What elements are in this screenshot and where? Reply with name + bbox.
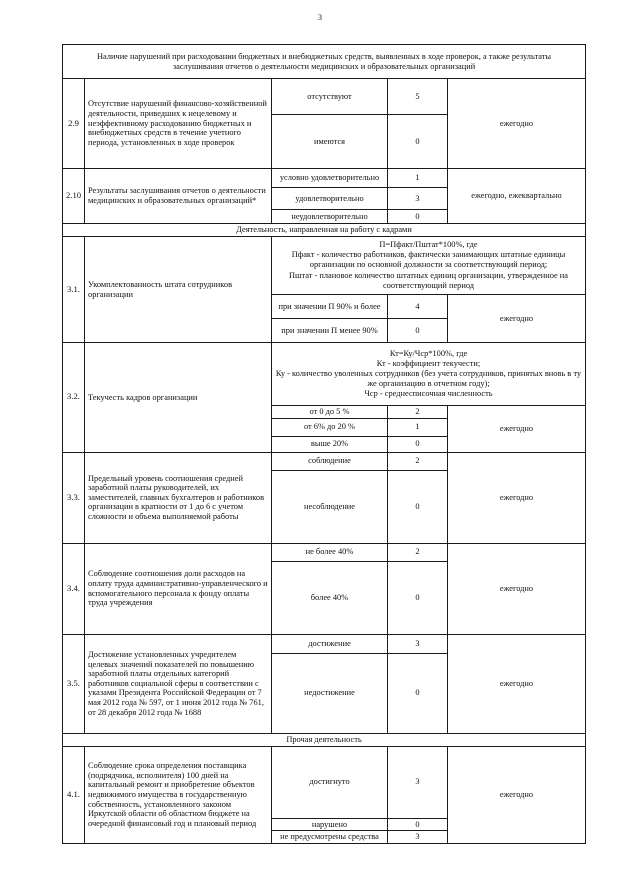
formula-line: Ку - количество уволенных сотрудников (без учета сотрудников, принятых вновь в ту же организацию в отчетном году); bbox=[275, 368, 582, 389]
criteria-table bbox=[62, 44, 586, 844]
table-row bbox=[63, 79, 586, 115]
score: 0 bbox=[388, 653, 448, 733]
condition: от 0 до 5 % bbox=[272, 406, 388, 419]
table-row bbox=[63, 237, 586, 295]
criterion-name: Укомплектованность штата сотрудников организации bbox=[85, 237, 272, 343]
table-row bbox=[63, 169, 586, 188]
row-number: 2.9 bbox=[63, 79, 85, 169]
condition: несоблюдение bbox=[272, 470, 388, 543]
table-header bbox=[63, 45, 586, 79]
score: 0 bbox=[388, 319, 448, 343]
condition: достигнуто bbox=[272, 746, 388, 818]
condition: не предусмотрены средства bbox=[272, 831, 388, 844]
section-title-other: Прочая деятельность bbox=[63, 733, 586, 746]
condition: при значении П 90% и более bbox=[272, 295, 388, 319]
formula-line: Кт - коэффициент текучести; bbox=[376, 358, 481, 368]
header-row bbox=[63, 45, 586, 79]
score: 1 bbox=[388, 418, 448, 436]
score: 3 bbox=[388, 634, 448, 653]
table-row bbox=[63, 543, 586, 561]
condition: имеются bbox=[272, 115, 388, 169]
formula-line: Пфакт - количество работников, фактически занимающих штатные единицы организации по основной должности за соответствующий период; bbox=[291, 250, 566, 270]
row-number: 4.1. bbox=[63, 746, 85, 843]
criterion-name: Соблюдение соотношения доли расходов на оплату труда административно-управленческого и вспомогательного персонала к фонду оплаты труда учреждения bbox=[85, 543, 272, 634]
table-row bbox=[63, 452, 586, 470]
condition: соблюдение bbox=[272, 452, 388, 470]
row-number: 2.10 bbox=[63, 169, 85, 224]
score: 2 bbox=[388, 543, 448, 561]
criterion-name: Соблюдение срока определения поставщика (подрядчика, исполнителя) 100 дней на капитальный ремонт и приобретение объектов недвижимого имущества в государственную собственность, установленного законом Иркутской области об областном бюджете на очередной финансовый год и плановый период bbox=[85, 746, 272, 843]
period: ежегодно bbox=[448, 295, 586, 343]
criterion-name: Достижение установленных учредителем целевых значений показателей по повышению заработной платы отдельных категорий работников социальной сферы в соответствии с указами Президента Российской Федерации от 7 мая 2012 года № 597, от 1 июня 2012 года № 761, от 28 декабря 2012 года № 1688 bbox=[85, 634, 272, 733]
row-number: 3.5. bbox=[63, 634, 85, 733]
condition: не более 40% bbox=[272, 543, 388, 561]
section-row bbox=[63, 224, 586, 237]
condition: отсутствуют bbox=[272, 79, 388, 115]
score: 1 bbox=[388, 169, 448, 188]
condition: неудовлетворительно bbox=[272, 210, 388, 224]
row-number: 3.1. bbox=[63, 237, 85, 343]
period: ежегодно bbox=[448, 634, 586, 733]
period: ежегодно bbox=[448, 746, 586, 843]
formula-line: Пштат - плановое количество штатных единиц организации, утвержденное на соответствующий период bbox=[289, 270, 569, 290]
score: 3 bbox=[388, 831, 448, 844]
score: 0 bbox=[388, 436, 448, 452]
row-number: 3.4. bbox=[63, 543, 85, 634]
condition: достижение bbox=[272, 634, 388, 653]
score: 0 bbox=[388, 561, 448, 634]
criterion-name: Результаты заслушивания отчетов о деятельности медицинских и образовательных организаций* bbox=[85, 169, 272, 224]
period: ежегодно bbox=[448, 79, 586, 169]
score: 0 bbox=[388, 818, 448, 831]
period: ежегодно, ежеквартально bbox=[448, 169, 586, 224]
row-number: 3.2. bbox=[63, 343, 85, 453]
formula bbox=[272, 237, 586, 295]
period: ежегодно bbox=[448, 406, 586, 453]
condition: при значении П менее 90% bbox=[272, 319, 388, 343]
row-number: 3.3. bbox=[63, 452, 85, 543]
score: 2 bbox=[388, 452, 448, 470]
score: 5 bbox=[388, 79, 448, 115]
header-line-1: Наличие нарушений при расходовании бюджетных и внебюджетных средств, выявленных в ходе проверок, а также результаты bbox=[96, 51, 552, 61]
formula-line: Кт=Ку/Чср*100%, где bbox=[389, 348, 468, 358]
condition: недостижение bbox=[272, 653, 388, 733]
period: ежегодно bbox=[448, 543, 586, 634]
formula-line: Чср - среднесписочная численность bbox=[364, 389, 493, 399]
period: ежегодно bbox=[448, 452, 586, 543]
table-row bbox=[63, 343, 586, 406]
score: 0 bbox=[388, 210, 448, 224]
condition: выше 20% bbox=[272, 436, 388, 452]
table-row bbox=[63, 746, 586, 818]
criterion-name: Текучесть кадров организации bbox=[85, 343, 272, 453]
page-number: 3 bbox=[318, 13, 322, 22]
score: 3 bbox=[388, 746, 448, 818]
score: 4 bbox=[388, 295, 448, 319]
table-row bbox=[63, 634, 586, 653]
header-line-2: заслушивания отчетов о деятельности медицинских и образовательных организаций bbox=[172, 61, 476, 71]
condition: от 6% до 20 % bbox=[272, 418, 388, 436]
score: 0 bbox=[388, 115, 448, 169]
score: 3 bbox=[388, 188, 448, 210]
condition: более 40% bbox=[272, 561, 388, 634]
section-title-staff: Деятельность, направленная на работу с кадрами bbox=[63, 224, 586, 237]
section-row bbox=[63, 733, 586, 746]
condition: нарушено bbox=[272, 818, 388, 831]
condition: условно удовлетворительно bbox=[272, 169, 388, 188]
condition: удовлетворительно bbox=[272, 188, 388, 210]
criterion-name: Предельный уровень соотношения средней заработной платы руководителей, их заместителей, главных бухгалтеров и работников организации в кратности от 1 до 6 с учетом сложности и объема выполняемой работы bbox=[85, 452, 272, 543]
criterion-name: Отсутствие нарушений финансово-хозяйственной деятельности, приведших к нецелевому и неэффективному расходованию бюджетных и внебюджетных средств в течение учетного периода, установленных в ходе проверок bbox=[85, 79, 272, 169]
formula-line: П=Пфакт/Пштат*100%, где bbox=[379, 240, 478, 250]
formula bbox=[272, 343, 586, 406]
score: 2 bbox=[388, 406, 448, 419]
score: 0 bbox=[388, 470, 448, 543]
